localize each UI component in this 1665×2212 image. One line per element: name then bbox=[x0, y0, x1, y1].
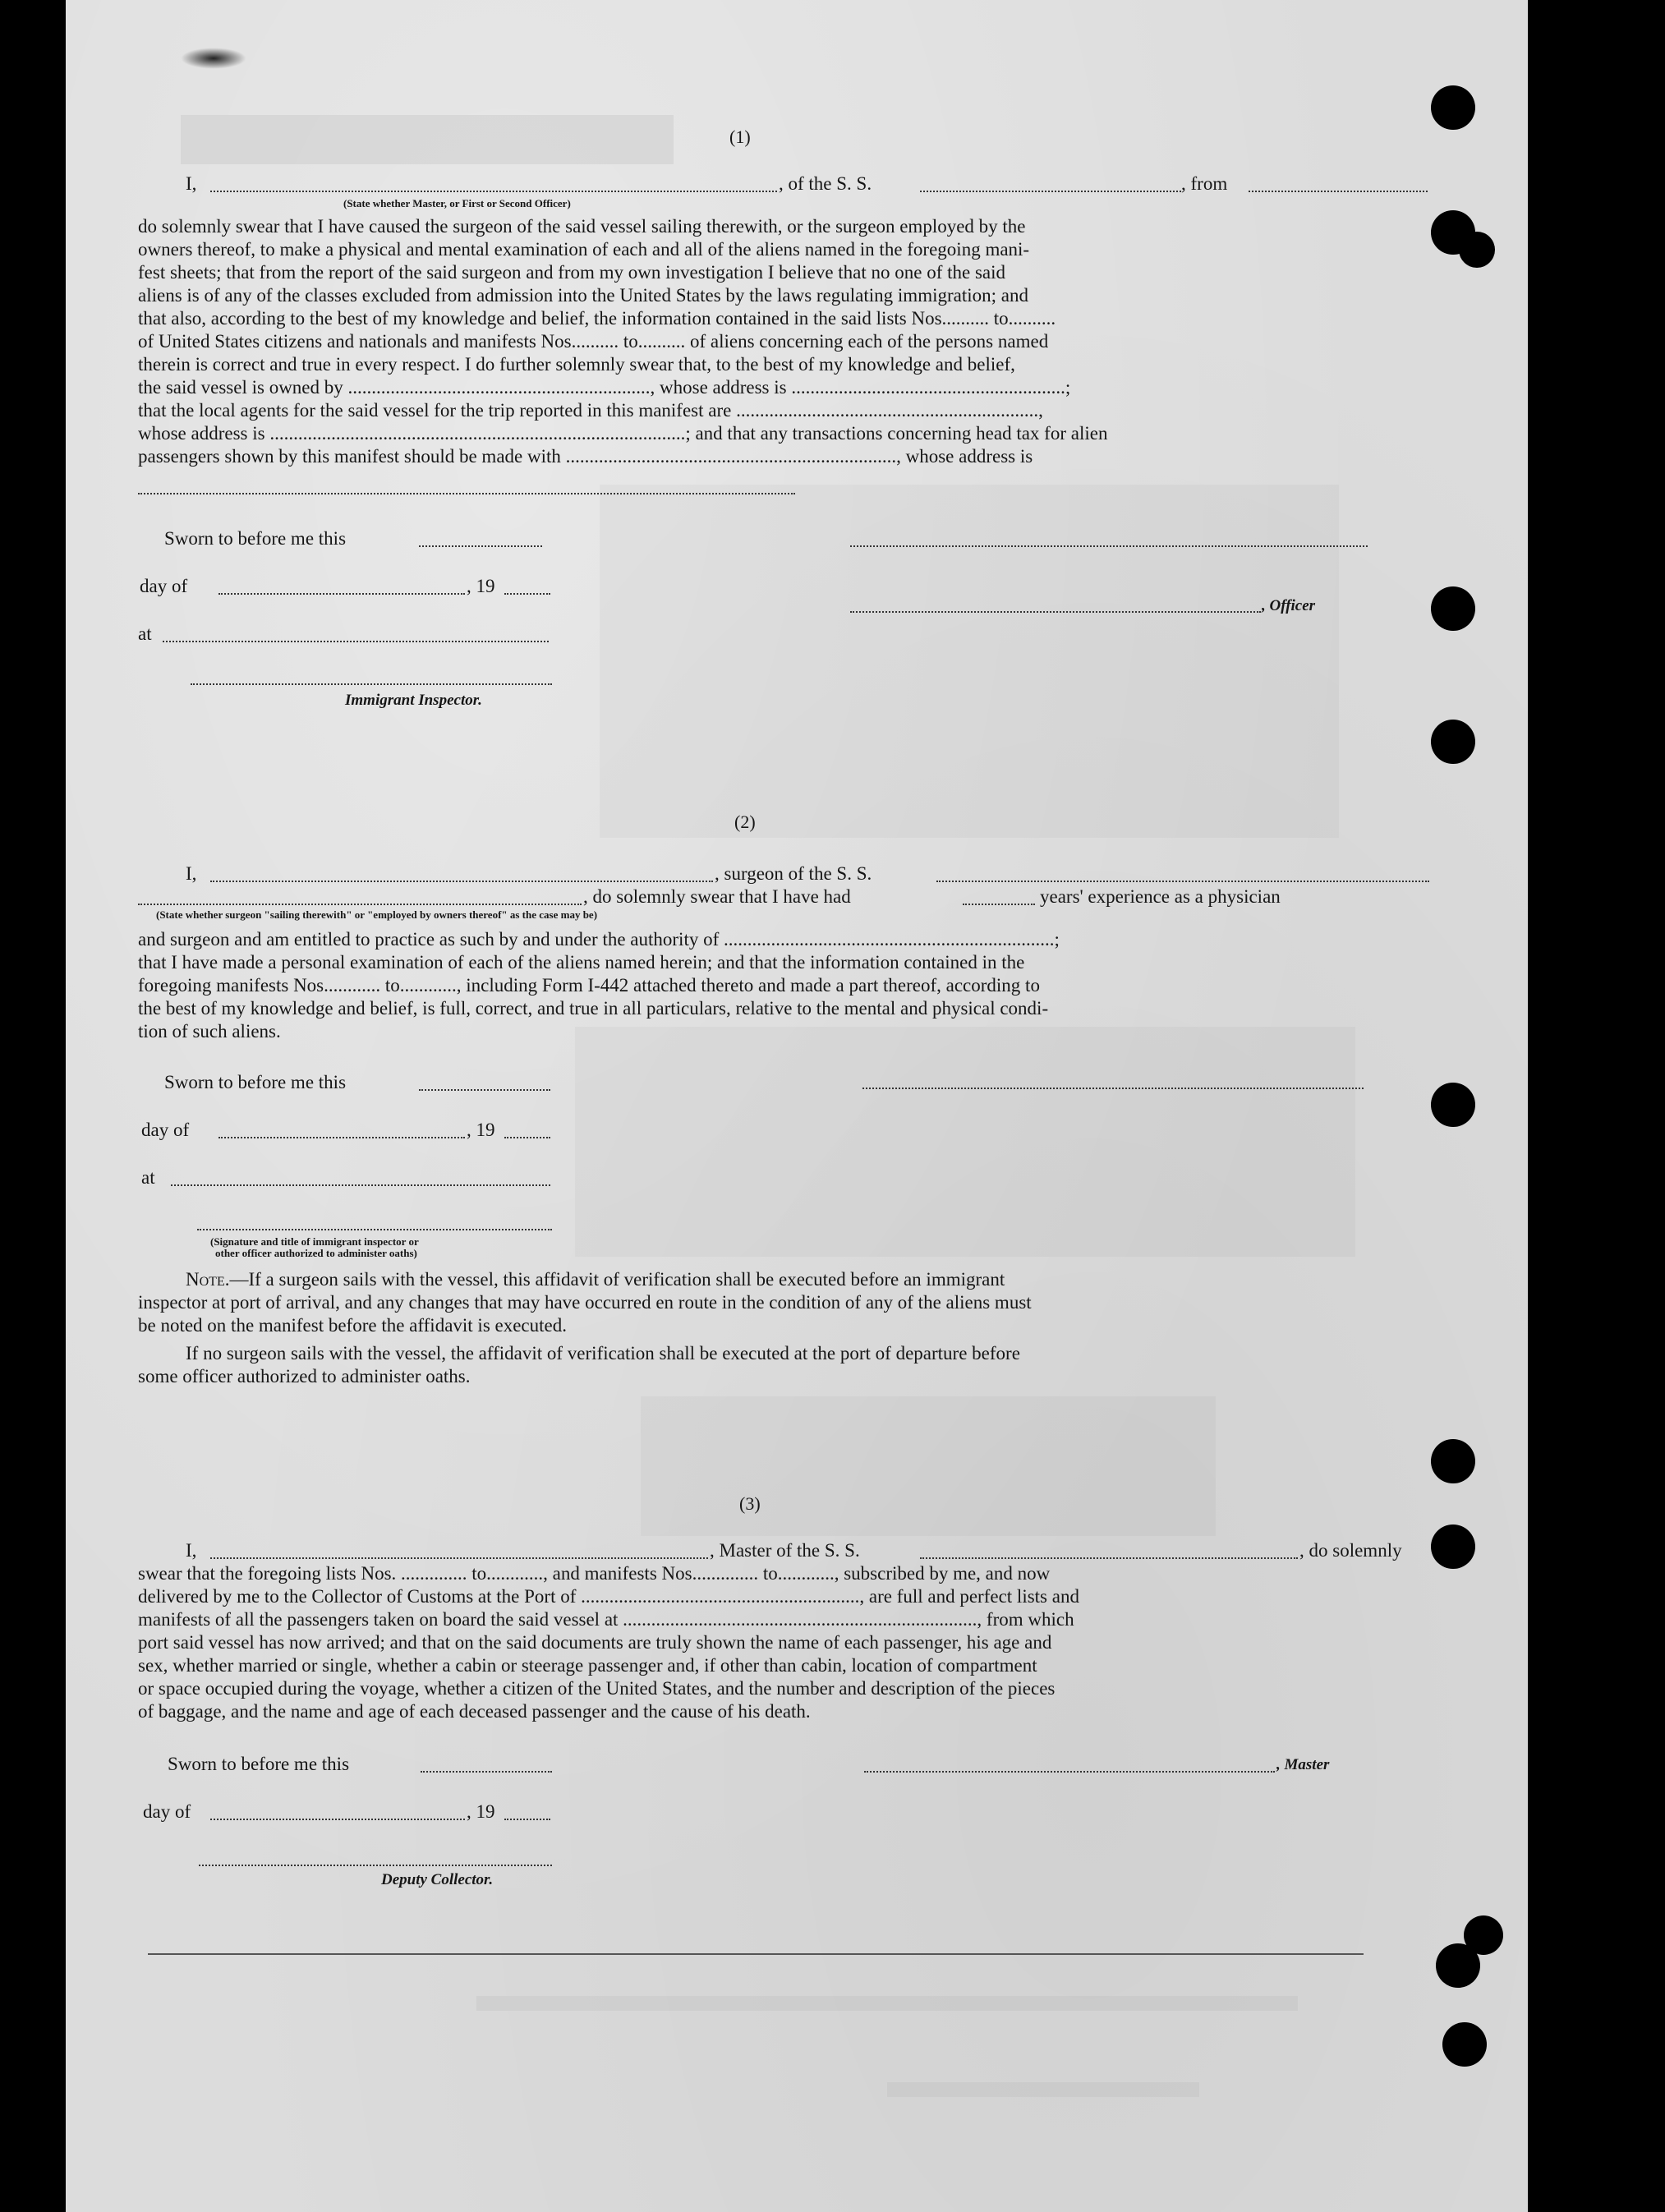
s2-signature-caption-2: other officer authorized to administer oaths) bbox=[215, 1247, 417, 1259]
s3-swear-label: , do solemnly bbox=[1299, 1540, 1402, 1561]
s1-body-line-10: whose address is ........................................................................................; and that any transactions concerning head tax for alien bbox=[138, 423, 1108, 444]
s1-day-of-field[interactable] bbox=[218, 593, 465, 595]
s2-surgeon-label: , surgeon of the S. S. bbox=[715, 863, 872, 884]
s1-year-label: , 19 bbox=[467, 576, 495, 596]
s1-inspector-signature-field[interactable] bbox=[191, 683, 552, 685]
s3-body-line-1: swear that the foregoing lists Nos. .............. to............, and manifests Nos.............. to............, subscribed by me, and now bbox=[138, 1563, 1051, 1584]
punch-hole bbox=[1431, 1083, 1475, 1127]
s3-master-label-sig: , Master bbox=[1276, 1756, 1330, 1773]
document-sheet bbox=[66, 0, 1528, 2212]
s1-address-field[interactable] bbox=[138, 493, 795, 494]
s3-body-line-5: sex, whether married or single, whether a cabin or steerage passenger and, if other than cabin, location of compartment bbox=[138, 1655, 1037, 1676]
s1-body-line-4: aliens is of any of the classes excluded from admission into the United States by the laws regulating immigration; and bbox=[138, 285, 1028, 306]
s3-body-line-7: of baggage, and the name and age of each deceased passenger and the cause of his death. bbox=[138, 1701, 811, 1722]
s1-officer-signature-field[interactable] bbox=[850, 545, 1368, 547]
s1-caption: (State whether Master, or First or Second Officer) bbox=[343, 197, 571, 209]
s2-body-line-4: the best of my knowledge and belief, is full, correct, and true in all particulars, relative to the mental and physical condi- bbox=[138, 998, 1049, 1019]
s3-sworn-label: Sworn to before me this bbox=[168, 1754, 350, 1774]
s1-body-line-6: of United States citizens and nationals and manifests Nos.......... to.......... of aliens concerning each of the persons named bbox=[138, 331, 1049, 352]
punch-hole bbox=[1442, 2022, 1487, 2067]
s2-note-line-4: If no surgeon sails with the vessel, the affidavit of verification shall be executed at the port of departure before bbox=[186, 1343, 1020, 1364]
s1-year-field[interactable] bbox=[504, 593, 550, 595]
s2-years-label: years' experience as a physician bbox=[1040, 886, 1281, 907]
s2-surgeon-name-field[interactable] bbox=[210, 881, 713, 882]
s2-caption: (State whether surgeon "sailing therewith" or "employed by owners thereof" as the case may be) bbox=[156, 908, 598, 921]
s3-master-name-field[interactable] bbox=[210, 1557, 708, 1559]
punch-hole bbox=[1459, 232, 1495, 268]
section-3-number: (3) bbox=[739, 1493, 761, 1514]
s3-sworn-field[interactable] bbox=[421, 1771, 552, 1773]
s1-ship-label: , of the S. S. bbox=[779, 173, 872, 194]
punch-hole bbox=[1436, 1943, 1480, 1988]
s1-from-label: , from bbox=[1181, 173, 1228, 194]
s2-body-line-2: that I have made a personal examination of each of the aliens named herein; and that the information contained in the bbox=[138, 952, 1025, 973]
bottom-rule bbox=[148, 1953, 1364, 1955]
s2-at-field[interactable] bbox=[171, 1184, 550, 1186]
s1-body-line-7: therein is correct and true in every respect. I do further solemnly swear that, to the best of my knowledge and belief, bbox=[138, 354, 1015, 375]
s2-ship-name-field[interactable] bbox=[936, 881, 1429, 882]
s1-body-line-9: that the local agents for the said vessel for the trip reported in this manifest are ................................................................, bbox=[138, 400, 1043, 421]
s3-master-signature-field[interactable] bbox=[864, 1771, 1275, 1773]
s1-day-of-label: day of bbox=[140, 576, 188, 596]
bleed-through-line bbox=[887, 2082, 1199, 2097]
s1-at-field[interactable] bbox=[163, 641, 549, 642]
s3-collector-label: Deputy Collector. bbox=[381, 1871, 494, 1888]
s2-sworn-field[interactable] bbox=[419, 1089, 550, 1091]
s1-inspector-label: Immigrant Inspector. bbox=[345, 692, 482, 709]
s1-body-line-5: that also, according to the best of my knowledge and belief, the information contained in the said lists Nos.......... to.......... bbox=[138, 308, 1056, 329]
section-2-number: (2) bbox=[734, 812, 756, 832]
s1-body-line-3: fest sheets; that from the report of the said surgeon and from my own investigation I believe that no one of the said bbox=[138, 262, 1006, 283]
section-1-number: (1) bbox=[729, 126, 751, 147]
s3-body-line-4: port said vessel has now arrived; and that on the said documents are truly shown the name of each passenger, his age and bbox=[138, 1632, 1052, 1653]
s3-body-line-6: or space occupied during the voyage, whether a citizen of the United States, and the number and description of the pieces bbox=[138, 1678, 1056, 1699]
bleed-through-block bbox=[641, 1396, 1216, 1536]
s1-ship-name-field[interactable] bbox=[920, 191, 1181, 192]
s2-day-of-label: day of bbox=[141, 1120, 190, 1140]
s2-inspector-signature-field[interactable] bbox=[197, 1229, 552, 1230]
s2-body-line-3: foregoing manifests Nos............ to............, including Form I-442 attached thereto and made a part thereof, according to bbox=[138, 975, 1040, 996]
s2-year-field[interactable] bbox=[504, 1137, 550, 1138]
s1-officer-title-field[interactable] bbox=[850, 611, 1261, 613]
s2-body-line-5: tion of such aliens. bbox=[138, 1021, 281, 1042]
punch-hole bbox=[1431, 85, 1475, 130]
s2-surgeon-signature-field[interactable] bbox=[862, 1088, 1364, 1089]
s1-sworn-label: Sworn to before me this bbox=[164, 528, 347, 549]
s3-ship-name-field[interactable] bbox=[920, 1557, 1298, 1559]
punch-hole bbox=[1431, 1524, 1475, 1569]
s3-year-field[interactable] bbox=[504, 1819, 550, 1820]
punch-hole bbox=[1431, 586, 1475, 631]
bleed-through-line bbox=[476, 1996, 1298, 2011]
s1-body-line-2: owners thereof, to make a physical and mental examination of each and all of the aliens named in the foregoing mani- bbox=[138, 239, 1030, 260]
s2-years-field[interactable] bbox=[963, 904, 1035, 905]
s3-day-of-label: day of bbox=[143, 1801, 191, 1822]
s1-officer-name-field[interactable] bbox=[210, 191, 777, 192]
s1-line1-i: I, bbox=[186, 173, 197, 194]
s1-body-line-11: passengers shown by this manifest should be made with ......................................................................, whose address is bbox=[138, 446, 1033, 467]
punch-hole bbox=[1431, 1439, 1475, 1483]
s3-body-line-2: delivered by me to the Collector of Customs at the Port of ..........................................................., are full and perfect lists and bbox=[138, 1586, 1079, 1607]
s3-year-label: , 19 bbox=[467, 1801, 495, 1822]
ink-smudge bbox=[181, 48, 246, 69]
bleed-through-block bbox=[600, 485, 1339, 838]
s3-master-label: , Master of the S. S. bbox=[710, 1540, 860, 1561]
s3-day-of-field[interactable] bbox=[210, 1819, 465, 1820]
s2-year-label: , 19 bbox=[467, 1120, 495, 1140]
s1-officer-label: , Officer bbox=[1262, 597, 1316, 614]
note-label: Note. bbox=[186, 1269, 230, 1290]
s2-note-line-3: be noted on the manifest before the affidavit is executed. bbox=[138, 1315, 567, 1336]
s3-collector-signature-field[interactable] bbox=[199, 1865, 552, 1866]
s2-day-of-field[interactable] bbox=[218, 1137, 465, 1138]
s2-line1-i: I, bbox=[186, 863, 197, 884]
s3-line1-i: I, bbox=[186, 1540, 197, 1561]
bleed-through-block bbox=[575, 1027, 1355, 1257]
s1-body-line-8: the said vessel is owned by ................................................................, whose address is ..........................................................; bbox=[138, 377, 1071, 398]
s1-from-field[interactable] bbox=[1249, 191, 1428, 192]
s2-note-line-1 bbox=[186, 1270, 1005, 1289]
s3-body-line-3: manifests of all the passengers taken on board the said vessel at ..........................................................................., from which bbox=[138, 1609, 1074, 1630]
note-text: —If a surgeon sails with the vessel, this affidavit of verification shall be executed before an immigrant bbox=[229, 1269, 1005, 1290]
s2-sworn-label: Sworn to before me this bbox=[164, 1072, 347, 1092]
s2-at-label: at bbox=[141, 1167, 155, 1188]
s2-surgeon-type-field[interactable] bbox=[138, 904, 582, 905]
s1-at-label: at bbox=[138, 623, 152, 644]
bleed-through-background bbox=[181, 115, 674, 164]
s2-swear-label: , do solemnly swear that I have had bbox=[583, 886, 851, 907]
s1-sworn-field[interactable] bbox=[419, 545, 542, 547]
s1-body-line-1: do solemnly swear that I have caused the surgeon of the said vessel sailing therewith, or the surgeon employed by the bbox=[138, 216, 1026, 237]
s2-note-line-2: inspector at port of arrival, and any changes that may have occurred en route in the condition of any of the aliens must bbox=[138, 1292, 1032, 1313]
s2-note-line-5: some officer authorized to administer oaths. bbox=[138, 1366, 471, 1387]
punch-hole bbox=[1431, 720, 1475, 764]
s2-body-line-1: and surgeon and am entitled to practice as such by and under the authority of ......................................................................; bbox=[138, 929, 1060, 950]
s2-signature-caption-1: (Signature and title of immigrant inspector or bbox=[210, 1235, 419, 1248]
